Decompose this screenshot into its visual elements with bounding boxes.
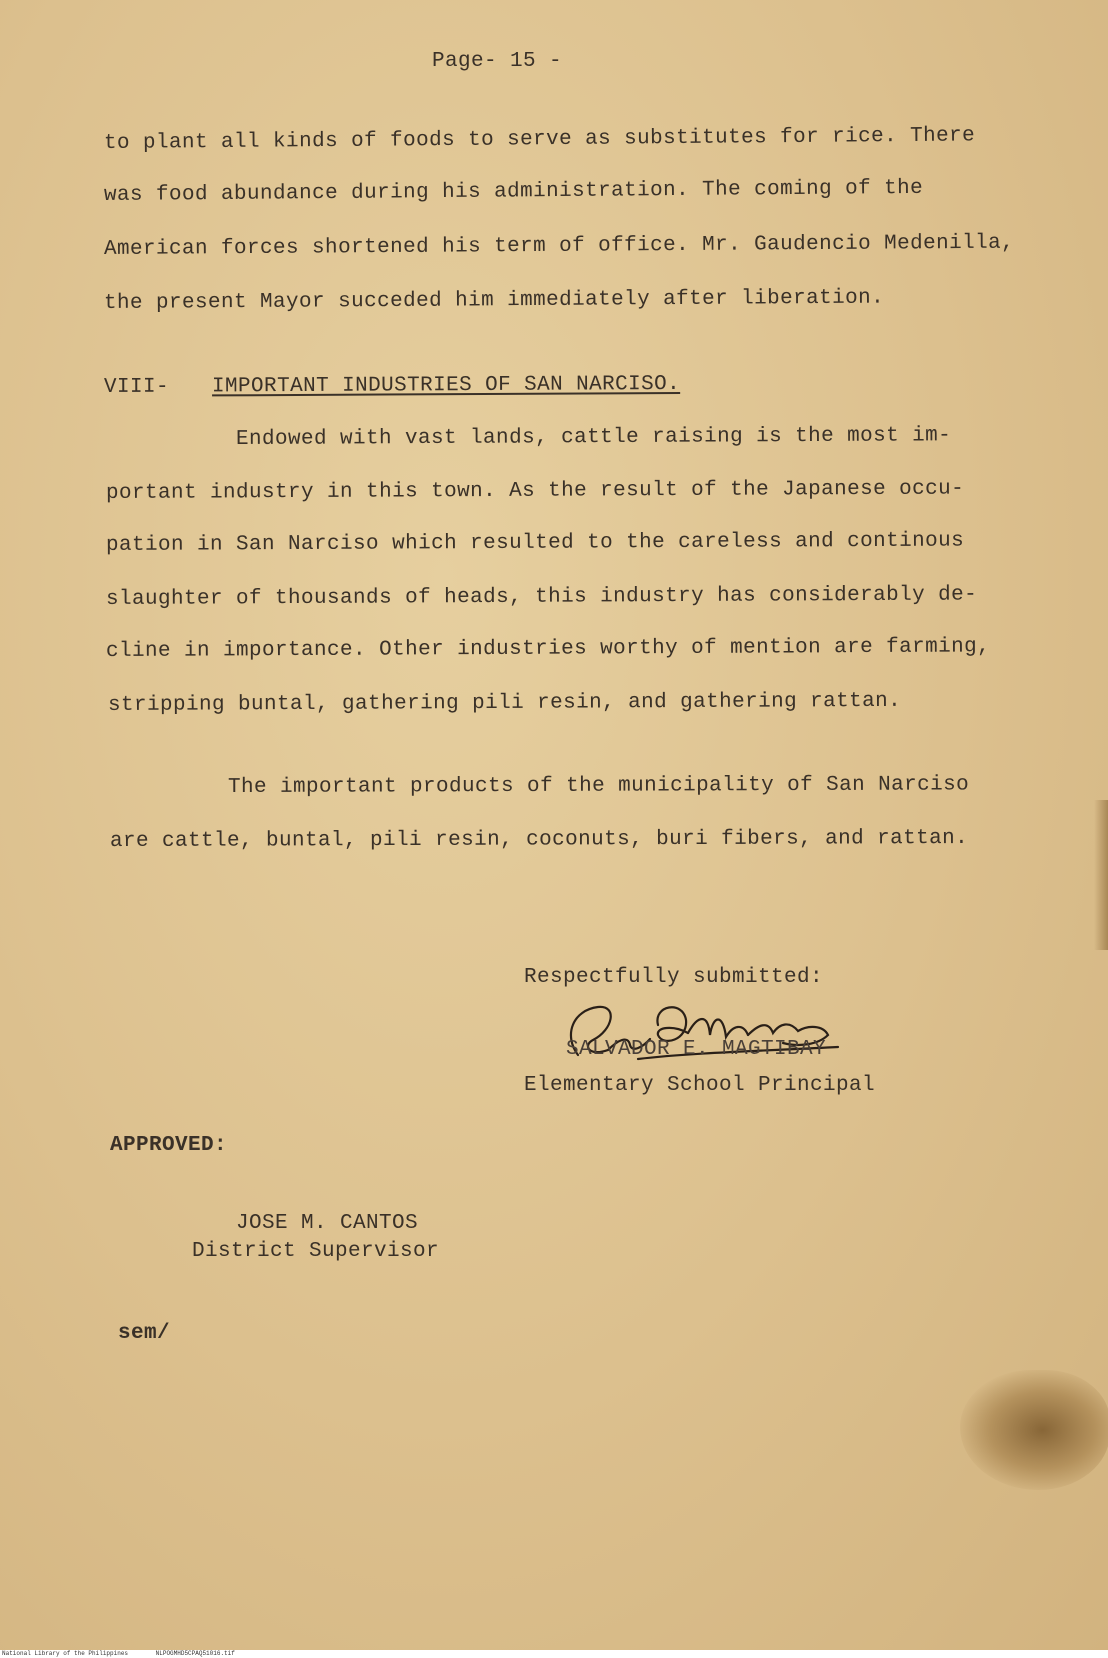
page-number: Page- 15 - (432, 50, 563, 73)
typist-initials: sem/ (118, 1322, 171, 1345)
scan-footer (2, 1650, 259, 1658)
paragraph-2-line: slaughter of thousands of heads, this industry has considerably de- (105, 583, 978, 611)
paragraph-3-line: are cattle, buntal, pili resin, coconuts, buri fibers, and rattan. (109, 827, 969, 853)
footer-institution: National Library of the Philippines (2, 1650, 129, 1657)
edge-stain (1094, 800, 1108, 950)
paragraph-1-line: the present Mayor succeded him immediately after liberation. (103, 286, 885, 315)
handwritten-signature (558, 995, 858, 1075)
paragraph-3-line: The important products of the municipality of San Narciso (227, 773, 970, 799)
section-heading (104, 373, 680, 399)
section-title: IMPORTANT INDUSTRIES OF SAN NARCISO. (211, 372, 681, 399)
water-stain (960, 1370, 1108, 1490)
supervisor-name: JOSE M. CANTOS (236, 1212, 419, 1235)
paragraph-2-line: pation in San Narciso which resulted to the careless and continous (105, 529, 965, 557)
paragraph-2-line: portant industry in this town. As the result of the Japanese occu- (105, 477, 965, 505)
closing-label: Respectfully submitted: (524, 966, 824, 989)
paragraph-2-line: stripping buntal, gathering pili resin, and gathering rattan. (107, 689, 902, 717)
paragraph-1-line: to plant all kinds of foods to serve as substitutes for rice. There (103, 124, 976, 155)
footer-file-id: NLPOGMHD5CPAQ51016.tif (155, 1650, 235, 1657)
supervisor-title: District Supervisor (192, 1240, 440, 1263)
approved-label: APPROVED: (110, 1134, 228, 1157)
section-number: VIII- (103, 375, 170, 399)
signer-title: Elementary School Principal (524, 1074, 876, 1097)
signer-name: SALVADOR E. MAGTIBAY (566, 1038, 827, 1061)
paragraph-2-line: cline in importance. Other industries worthy of mention are farming, (105, 635, 991, 663)
paragraph-1-line: was food abundance during his administration. The coming of the (103, 176, 924, 207)
paragraph-1-line: American forces shortened his term of office. Mr. Gaudencio Medenilla, (103, 231, 1015, 261)
paragraph-2-line: Endowed with vast lands, cattle raising is the most im- (235, 424, 952, 451)
